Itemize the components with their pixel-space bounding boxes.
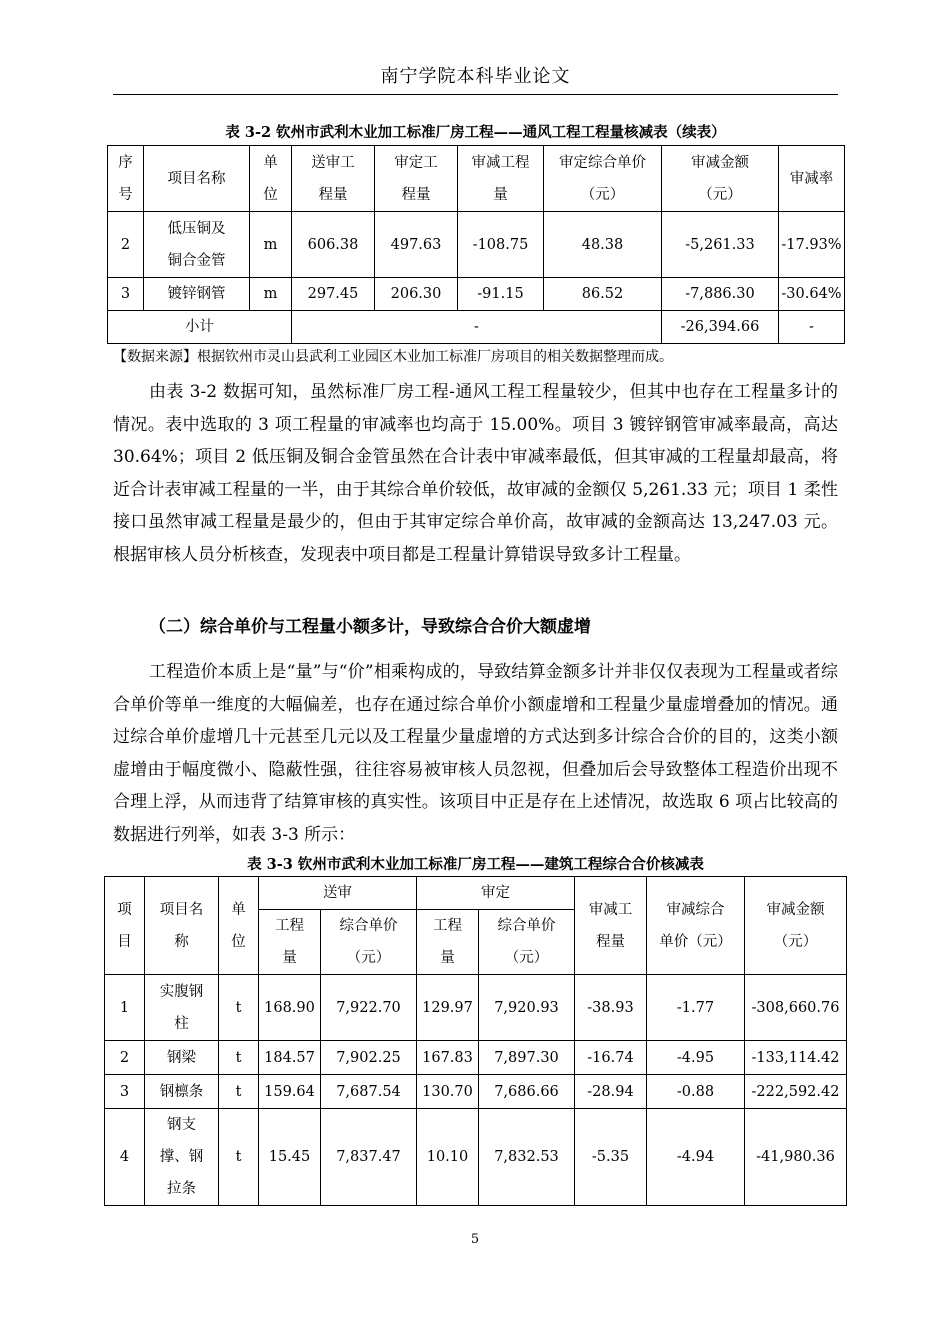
cell-name: 钢檩条 [145, 1075, 219, 1109]
paragraph-2: 工程造价本质上是“量”与“价”相乘构成的，导致结算金额多计并非仅仅表现为工程量或者综合单价等单一维度的大幅偏差，也存在通过综合单价小额虚增和工程量少量虚增叠加的情况。通过综合单价虚增几十元甚至几元以及工程量少量虚增的方式达到多计综合合价的目的，这类小额虚增由于幅度微小、隐蔽性强，往往容易被审核人员忽视，但叠加后会导致整体工程造价出现不合理上浮，从而违背了结算审核的真实性。该项目中正是存在上述情况，故选取 6 项占比较高的数据进行列举，如表 3-3 所示： [113, 662, 838, 845]
table-3-3-caption: 表 3-3 钦州市武利木业加工标准厂房工程——建筑工程综合合价核减表 [247, 856, 704, 873]
header-name: 项目名 称 [145, 877, 219, 975]
cell-approved-qty: 130.70 [417, 1075, 479, 1109]
subtotal-label: 小计 [108, 311, 292, 344]
cell-approved-price: 7,920.93 [479, 975, 575, 1041]
cell-approved: 497.63 [375, 212, 458, 278]
header-reduced-qty: 审减工 程量 [575, 877, 647, 975]
cell-unit: m [250, 212, 292, 278]
cell-reduced-price: -1.77 [647, 975, 745, 1041]
cell-reduced-qty: -91.15 [458, 278, 544, 311]
cell-reduced-qty: -38.93 [575, 975, 647, 1041]
cell-unit: m [250, 278, 292, 311]
cell-submitted: 297.45 [292, 278, 375, 311]
cell-name: 低压铜及 铜合金管 [144, 212, 250, 278]
table-3-2-caption: 表 3-2 钦州市武利木业加工标准厂房工程——通风工程工程量核减表（续表） [225, 124, 726, 141]
header-name: 项目名称 [144, 146, 250, 212]
table-subtotal-row [108, 311, 845, 344]
cell-reduced-amount: -7,886.30 [662, 278, 779, 311]
cell-reduced-price: -4.94 [647, 1109, 745, 1206]
cell-submitted-qty: 184.57 [259, 1041, 321, 1075]
header-reduced-price: 审减综合 单价（元） [647, 877, 745, 975]
cell-item: 2 [105, 1041, 145, 1075]
cell-approved-price: 7,686.66 [479, 1075, 575, 1109]
header-rate: 审减率 [779, 146, 845, 212]
cell-submitted: 606.38 [292, 212, 375, 278]
cell-submitted-price: 7,687.54 [321, 1075, 417, 1109]
cell-approved-qty: 10.10 [417, 1109, 479, 1206]
header-seq: 序 号 [108, 146, 144, 212]
cell-reduced-price: -0.88 [647, 1075, 745, 1109]
cell-submitted-qty: 159.64 [259, 1075, 321, 1109]
header-reduced-amount: 审减金额 （元） [662, 146, 779, 212]
data-source-note: 【数据来源】根据钦州市灵山县武利工业园区木业加工标准厂房项目的相关数据整理而成。 [113, 349, 673, 365]
cell-submitted-qty: 15.45 [259, 1109, 321, 1206]
table-row [105, 1041, 847, 1075]
subtotal-amount: -26,394.66 [662, 311, 779, 344]
cell-name: 实腹钢 柱 [145, 975, 219, 1041]
cell-approved-qty: 129.97 [417, 975, 479, 1041]
cell-reduced-qty: -16.74 [575, 1041, 647, 1075]
cell-submitted-qty: 168.90 [259, 975, 321, 1041]
subtotal-middle: - [292, 311, 662, 344]
header-approved-qty: 审定工 程量 [375, 146, 458, 212]
cell-reduced-qty: -28.94 [575, 1075, 647, 1109]
cell-reduced-qty: -108.75 [458, 212, 544, 278]
table-3-3 [104, 876, 847, 1206]
cell-unit: t [219, 1109, 259, 1206]
cell-name: 钢支 撑、钢 拉条 [145, 1109, 219, 1206]
cell-approved-price: 7,897.30 [479, 1041, 575, 1075]
cell-item: 4 [105, 1109, 145, 1206]
header-submitted-qty: 工程 量 [259, 910, 321, 975]
cell-submitted-price: 7,902.25 [321, 1041, 417, 1075]
header-submitted-qty: 送审工 程量 [292, 146, 375, 212]
cell-approved-price: 86.52 [544, 278, 662, 311]
running-header: 南宁学院本科毕业论文 [380, 66, 571, 87]
cell-name: 钢梁 [145, 1041, 219, 1075]
header-reduced-amount: 审减金额 （元） [745, 877, 847, 975]
section-heading: （二）综合单价与工程量小额多计，导致综合合价大额虚增 [149, 617, 591, 637]
table-row [105, 1075, 847, 1109]
table-row [105, 975, 847, 1041]
cell-approved-price: 48.38 [544, 212, 662, 278]
table-row [105, 1109, 847, 1206]
cell-approved-price: 7,832.53 [479, 1109, 575, 1206]
cell-unit: t [219, 1075, 259, 1109]
cell-unit: t [219, 1041, 259, 1075]
header-unit: 单 位 [250, 146, 292, 212]
table-row [108, 278, 845, 311]
cell-submitted-price: 7,837.47 [321, 1109, 417, 1206]
cell-item: 3 [105, 1075, 145, 1109]
cell-approved-qty: 167.83 [417, 1041, 479, 1075]
cell-reduced-amount: -5,261.33 [662, 212, 779, 278]
table-row [108, 212, 845, 278]
cell-reduced-amount: -222,592.42 [745, 1075, 847, 1109]
cell-name: 镀锌钢管 [144, 278, 250, 311]
cell-approved: 206.30 [375, 278, 458, 311]
header-reduced-qty: 审减工程 量 [458, 146, 544, 212]
cell-seq: 2 [108, 212, 144, 278]
header-approved-qty: 工程 量 [417, 910, 479, 975]
subtotal-rate: - [779, 311, 845, 344]
header-unit: 单 位 [219, 877, 259, 975]
cell-reduced-amount: -133,114.42 [745, 1041, 847, 1075]
header-approved-price: 综合单价 （元） [479, 910, 575, 975]
cell-unit: t [219, 975, 259, 1041]
cell-seq: 3 [108, 278, 144, 311]
header-approved-price: 审定综合单价 （元） [544, 146, 662, 212]
cell-rate: -30.64% [779, 278, 845, 311]
table-3-2-header-row [108, 146, 845, 212]
table-3-2 [107, 145, 845, 344]
header-rule [113, 94, 838, 95]
header-item: 项 目 [105, 877, 145, 975]
page-number: 5 [470, 1232, 480, 1247]
cell-reduced-price: -4.95 [647, 1041, 745, 1075]
header-approved-group: 审定 [417, 877, 575, 910]
cell-submitted-price: 7,922.70 [321, 975, 417, 1041]
cell-rate: -17.93% [779, 212, 845, 278]
header-submitted-price: 综合单价 （元） [321, 910, 417, 975]
cell-item: 1 [105, 975, 145, 1041]
cell-reduced-amount: -308,660.76 [745, 975, 847, 1041]
header-submitted-group: 送审 [259, 877, 417, 910]
table-3-3-header-row [105, 877, 847, 910]
cell-reduced-qty: -5.35 [575, 1109, 647, 1206]
cell-reduced-amount: -41,980.36 [745, 1109, 847, 1206]
paragraph-1: 由表 3-2 数据可知，虽然标准厂房工程-通风工程工程量较少，但其中也存在工程量多计的情况。表中选取的 3 项工程量的审减率也均高于 15.00%。项目 3 镀锌钢管审减率最高，高达 30.64%；项目 2 低压铜及铜合金管虽然在合计表中审减率最低，但其审减的工程量却最高，将近合计表审减工程量的一半，由于其综合单价较低，故审减的金额仅 5,261.33 元；项目 1 柔性接口虽然审减工程量是最少的，但由于其审定综合单价高，故审减的金额高达 13,247.03 元。根据审核人员分析核查，发现表中项目都是工程量计算错误导致多计工程量。 [113, 382, 838, 565]
